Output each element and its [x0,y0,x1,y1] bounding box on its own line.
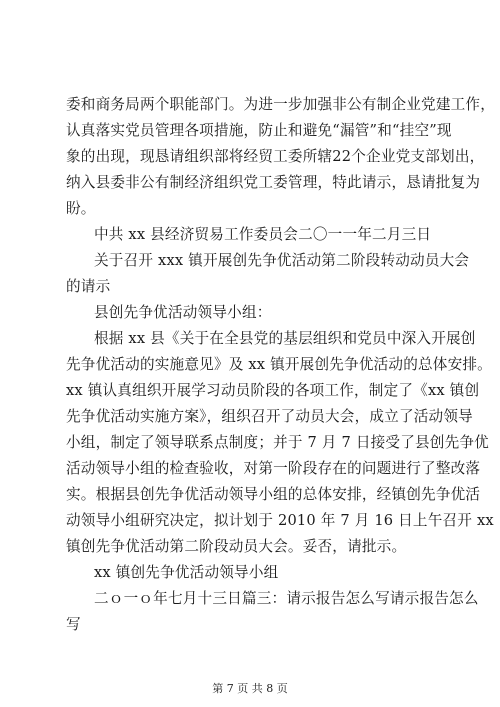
body-line: 象的出现，现恳请组织部将经贸工委所辖22个企业党支部划出， [66,148,485,165]
body-line: 纳入县委非公有制经济组织党工委管理，特此请示，恳请批复为 [66,174,481,191]
body-line: 镇创先争优活动第二阶段动员大会。妥否，请批示。 [66,538,407,555]
body-line: 盼。 [66,200,96,217]
page-number: 第 7 页 共 8 页 [212,682,288,695]
body-line: 活动领导小组的检查验收，对第一阶段存在的问题进行了整改落 [66,460,481,477]
body-line: 先争优活动实施方案》，组织召开了动员大会，成立了活动领导 [66,408,473,425]
signature-line: 中共 xx 县经济贸易工作委员会二〇一一年二月三日 [94,226,432,243]
body-line: 实。根据县创先争优活动领导小组的总体安排，经镇创先争优活 [66,486,481,503]
notice-title-line: 的请示 [66,278,111,295]
notice-title-line: 关于召开 xxx 镇开展创先争优活动第二阶段转动动员大会 [94,252,470,269]
signature-line: xx 镇创先争优活动领导小组 [94,564,279,581]
body-line: 小组，制定了领导联系点制度；并于 7 月 7 日接受了县创先争优 [66,434,489,451]
body-line: 先争优活动的实施意见》及 xx 镇开展创先争优活动的总体安排。 [66,356,492,373]
date-heading-line: 二ｏ一ｏ年七月十三日篇三：请示报告怎么写请示报告怎么 [94,590,479,607]
body-line: 动领导小组研究决定，拟计划于 2010 年 7 月 16 日上午召开 xx [66,512,494,529]
body-line: 写 [66,616,81,633]
body-line: 认真落实党员管理各项措施，防止和避免“漏管”和“挂空”现 [66,122,452,139]
body-line: xx 镇认真组织开展学习动员阶段的各项工作，制定了《xx 镇创 [66,382,480,399]
addressee-line: 县创先争优活动领导小组： [94,304,272,321]
body-line: 委和商务局两个职能部门。为进一步加强非公有制企业党建工作， [66,96,496,113]
body-line: 根据 xx 县《关于在全县党的基层组织和党员中深入开展创 [94,330,476,347]
